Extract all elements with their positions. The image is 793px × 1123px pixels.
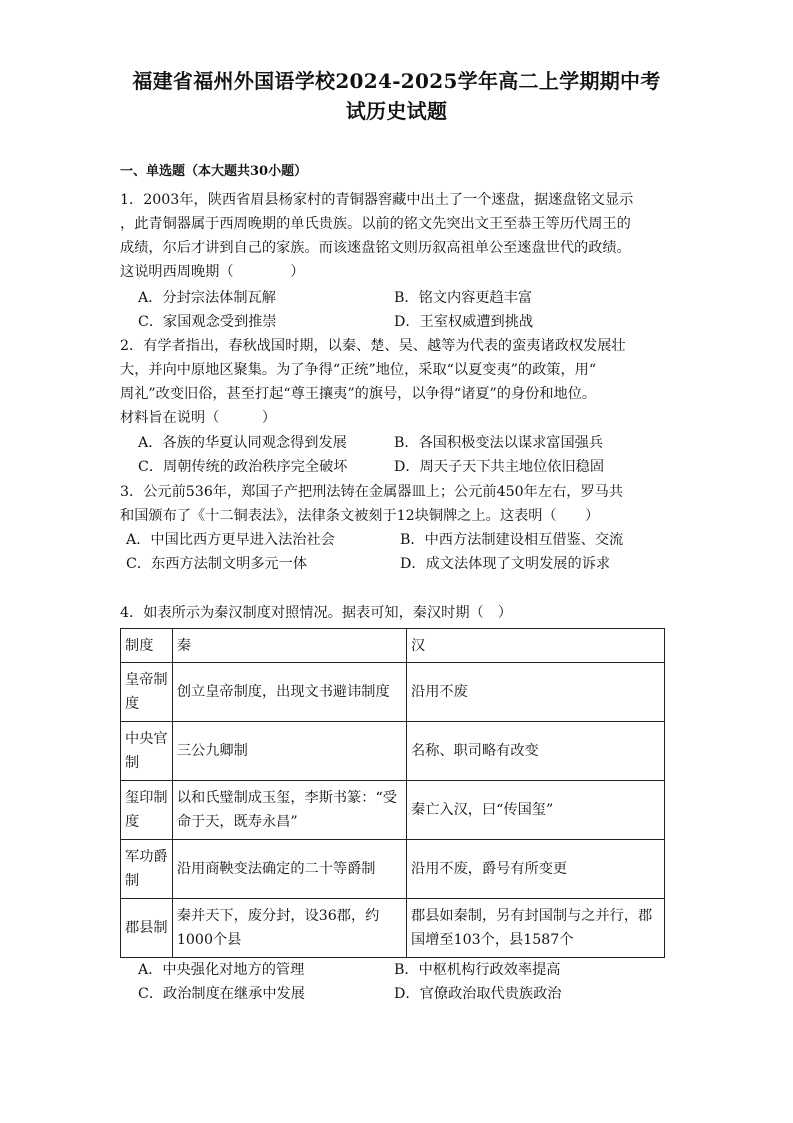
table-cell: 中央官制 [121, 722, 173, 781]
comparison-table [120, 628, 665, 958]
table-row [121, 840, 665, 899]
table-cell: 玺印制度 [121, 781, 173, 840]
table-cell: 沿用不废 [407, 663, 665, 722]
table-cell: 军功爵制 [121, 840, 173, 899]
option-c[interactable]: C．东西方法制文明多元一体 [126, 556, 308, 572]
stem-line: 1．2003年，陕西省眉县杨家村的青铜器窖藏中出土了一个逨盘，据逨盘铭文显示 [120, 192, 634, 208]
stem-line: 这说明西周晚期（ ） [120, 264, 305, 280]
table-row [121, 781, 665, 840]
table-cell: 秦并天下，废分封，设36郡，约1000个县 [172, 899, 406, 958]
option-c[interactable]: C．政治制度在继承中发展 [138, 986, 305, 1002]
question-2-stem [120, 334, 675, 430]
stem-line: 成绩，尔后才讲到自己的家族。而该逨盘铭文则历叙高祖单公至逨盘世代的政绩。 [120, 240, 631, 256]
table-header-cell: 秦 [172, 629, 406, 663]
table-cell: 秦亡入汉，曰“传国玺” [407, 781, 665, 840]
table-header-cell: 制度 [121, 629, 173, 663]
exam-title [110, 66, 683, 126]
title-line-2: 试历史试题 [345, 99, 448, 123]
stem-line: 周礼”改变旧俗，甚至打起“尊王攘夷”的旗号，以争得“诸夏”的身份和地位。 [120, 386, 597, 402]
question-3-stem [120, 480, 675, 528]
table-cell: 郡县如秦制，另有封国制与之并行，郡国增至103个，县1587个 [407, 899, 665, 958]
table-cell: 以和氏璧制成玉玺，李斯书篆：“受命于天，既寿永昌” [172, 781, 406, 840]
question-4-stem: 4．如表所示为秦汉制度对照情况。据表可知，秦汉时期（ ） [120, 605, 513, 621]
option-a[interactable]: A．各族的华夏认同观念得到发展 [138, 435, 347, 451]
option-c[interactable]: C．周朝传统的政治秩序完全破坏 [138, 459, 348, 475]
table-row [121, 663, 665, 722]
option-d[interactable]: D．周天子天下共主地位依旧稳固 [394, 459, 605, 475]
stem-line: 大，并向中原地区聚集。为了争得“正统”地位，采取“以夏变夷”的政策，用“ [120, 362, 597, 378]
table-row [121, 899, 665, 958]
option-b[interactable]: B．中西方法制建设相互借鉴、交流 [400, 532, 624, 548]
option-b[interactable]: B．铭文内容更趋丰富 [394, 290, 533, 306]
table-header-row [121, 629, 665, 663]
option-d[interactable]: D．官僚政治取代贵族政治 [394, 986, 562, 1002]
table-cell: 皇帝制度 [121, 663, 173, 722]
option-d[interactable]: D．成文法体现了文明发展的诉求 [400, 556, 611, 572]
question-1-stem [120, 188, 675, 284]
table-cell: 三公九卿制 [172, 722, 406, 781]
stem-line: 3．公元前536年，郑国子产把刑法铸在金属器皿上；公元前450年左右，罗马共 [120, 484, 624, 500]
option-a[interactable]: A．分封宗法体制瓦解 [138, 290, 276, 306]
stem-line: 材料旨在说明（ ） [120, 410, 277, 426]
table-cell: 郡县制 [121, 899, 173, 958]
table-cell: 创立皇帝制度，出现文书避讳制度 [172, 663, 406, 722]
table-row [121, 722, 665, 781]
option-c[interactable]: C．家国观念受到推崇 [138, 314, 277, 330]
stem-line: 2．有学者指出，春秋战国时期，以秦、楚、吴、越等为代表的蛮夷诸政权发展壮 [120, 338, 626, 354]
table-cell: 沿用商鞅变法确定的二十等爵制 [172, 840, 406, 899]
table-cell: 沿用不废，爵号有所变更 [407, 840, 665, 899]
title-line-1: 福建省福州外国语学校2024-2025学年高二上学期期中考 [132, 69, 661, 93]
stem-line: 和国颁布了《十二铜表法》，法律条文被刻于12块铜牌之上。这表明（ ） [120, 508, 600, 524]
option-a[interactable]: A．中国比西方更早进入法治社会 [126, 532, 335, 548]
section-heading: 一、单选题（本大题共30小题） [120, 164, 308, 179]
option-a[interactable]: A．中央强化对地方的管理 [138, 962, 305, 978]
option-d[interactable]: D．王室权威遭到挑战 [394, 314, 534, 330]
option-b[interactable]: B．中枢机构行政效率提高 [394, 962, 561, 978]
option-b[interactable]: B．各国积极变法以谋求富国强兵 [394, 435, 604, 451]
stem-line: ，此青铜器属于西周晚期的单氏贵族。以前的铭文先突出文王至恭王等历代周王的 [120, 216, 631, 232]
table-header-cell: 汉 [407, 629, 665, 663]
table-cell: 名称、职司略有改变 [407, 722, 665, 781]
